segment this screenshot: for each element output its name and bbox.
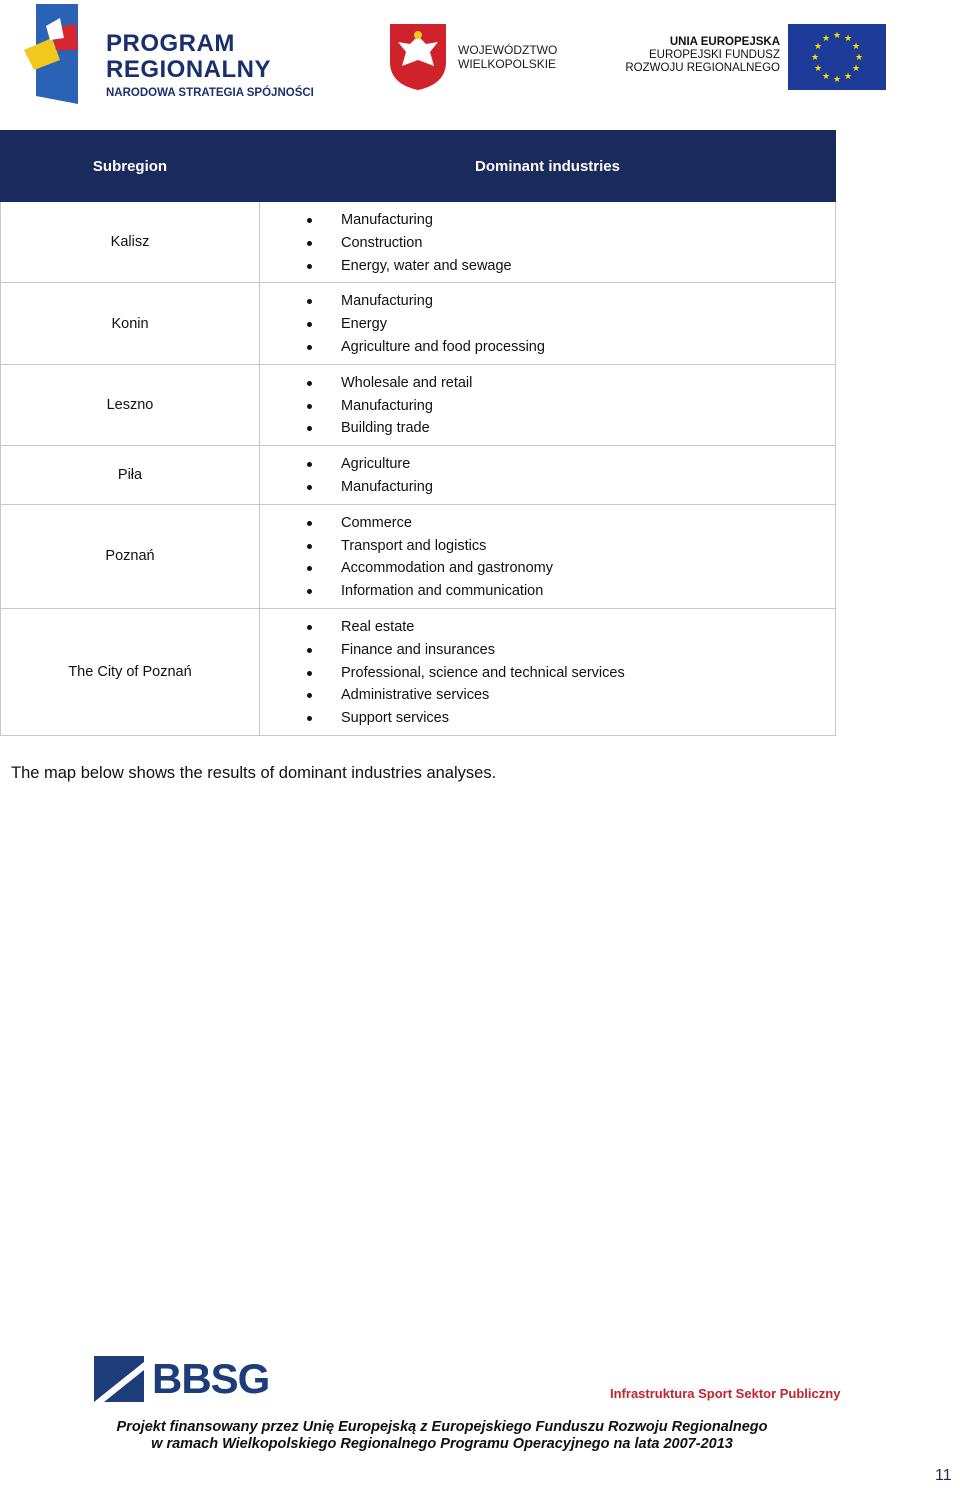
subregion-cell: Piła [1, 446, 260, 505]
list-item: Agriculture [261, 453, 834, 476]
industries-list [261, 203, 834, 281]
program-regionalny-logo [16, 4, 336, 108]
list-item: Energy [261, 313, 834, 336]
list-item: Construction [261, 232, 834, 255]
eu-flag-icon [788, 24, 886, 90]
program-regionalny-emblem-icon [16, 4, 96, 108]
subregion-cell: Poznań [1, 504, 260, 608]
subregion-cell: Kalisz [1, 202, 260, 283]
page-number: 11 [935, 1467, 952, 1484]
industries-list [261, 610, 834, 734]
regionalny-line: REGIONALNY [106, 56, 272, 83]
list-item: Commerce [261, 512, 834, 535]
wielkopolskie-line: WIELKOPOLSKIE [458, 56, 557, 71]
table-row [1, 446, 836, 505]
map-caption: The map below shows the results of dominant industries analyses. [11, 764, 497, 782]
bbsg-wordmark: BBSG [152, 1355, 270, 1402]
industries-cell [260, 364, 836, 445]
industries-cell [260, 608, 836, 735]
industries-list [261, 447, 834, 503]
table-header-row [1, 131, 836, 202]
table-row [1, 364, 836, 445]
list-item: Manufacturing [261, 476, 834, 499]
list-item: Accommodation and gastronomy [261, 557, 834, 580]
table-row [1, 608, 836, 735]
svg-text:★: ★ [854, 53, 864, 63]
program-line: PROGRAM [106, 30, 235, 57]
list-item: Manufacturing [261, 290, 834, 313]
dominant-industries-table [0, 130, 836, 736]
svg-text:★: ★ [851, 42, 861, 52]
industries-cell [260, 504, 836, 608]
footer-funding-line-2: w ramach Wielkopolskiego Regionalnego Programu Operacyjnego na lata 2007-2013 [151, 1436, 733, 1452]
subregion-cell: Konin [1, 283, 260, 364]
eu-logo [614, 22, 886, 92]
wojewodztwo-line: WOJEWÓDZTWO [458, 43, 558, 57]
industries-list [261, 284, 834, 362]
footer-funding-line-1: Projekt finansowany przez Unię Europejską z Europejskiego Funduszu Rozwoju Regionalnego [116, 1419, 768, 1435]
svg-text:★: ★ [813, 64, 823, 74]
subregion-cell: Leszno [1, 364, 260, 445]
table-row [1, 504, 836, 608]
industries-cell [260, 446, 836, 505]
strategia-line: NARODOWA STRATEGIA SPÓJNOŚCI [106, 87, 314, 99]
svg-text:★: ★ [832, 75, 842, 85]
list-item: Professional, science and technical services [261, 662, 834, 685]
list-item: Building trade [261, 417, 834, 440]
wielkopolska-logo [388, 22, 588, 94]
list-item: Agriculture and food processing [261, 336, 834, 359]
eu-line-3: ROZWOJU REGIONALNEGO [625, 62, 780, 75]
bbsg-emblem-icon [94, 1356, 144, 1402]
list-item: Manufacturing [261, 395, 834, 418]
svg-text:★: ★ [821, 34, 831, 44]
list-item: Wholesale and retail [261, 372, 834, 395]
industries-list [261, 366, 834, 444]
list-item: Finance and insurances [261, 639, 834, 662]
industries-list [261, 506, 834, 607]
svg-text:★: ★ [851, 64, 861, 74]
list-item: Energy, water and sewage [261, 255, 834, 278]
svg-text:★: ★ [813, 42, 823, 52]
subregion-cell: The City of Poznań [1, 608, 260, 735]
svg-text:★: ★ [810, 53, 820, 63]
industries-cell [260, 283, 836, 364]
wielkopolska-coat-of-arms-icon [388, 22, 448, 92]
svg-text:★: ★ [821, 72, 831, 82]
industries-cell [260, 202, 836, 283]
table-row [1, 283, 836, 364]
list-item: Real estate [261, 616, 834, 639]
list-item: Manufacturing [261, 209, 834, 232]
eu-line-1: UNIA EUROPEJSKA [669, 36, 780, 48]
list-item: Information and communication [261, 580, 834, 603]
header-dominant-industries: Dominant industries [260, 131, 836, 202]
list-item: Transport and logistics [261, 535, 834, 558]
svg-text:★: ★ [843, 34, 853, 44]
table-row [1, 202, 836, 283]
svg-text:★: ★ [843, 72, 853, 82]
list-item: Support services [261, 707, 834, 730]
svg-text:★: ★ [832, 31, 842, 41]
eu-line-2: EUROPEJSKI FUNDUSZ [649, 49, 780, 62]
bbsg-logo [94, 1355, 270, 1404]
list-item: Administrative services [261, 684, 834, 707]
header-subregion: Subregion [1, 131, 260, 202]
isp-tagline: Infrastruktura Sport Sektor Publiczny [610, 1386, 841, 1401]
